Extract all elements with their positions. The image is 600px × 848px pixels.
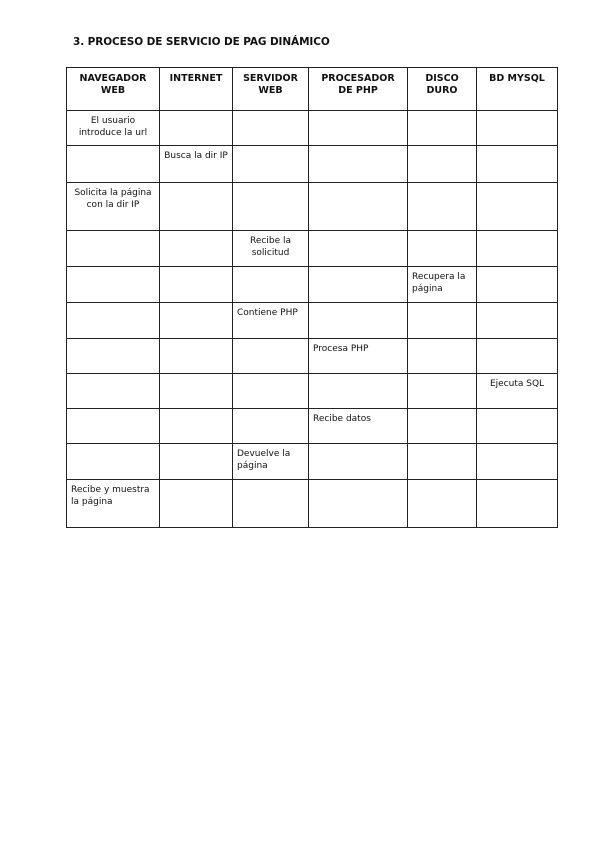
table-cell xyxy=(67,231,160,267)
table-row xyxy=(67,267,558,303)
table-cell xyxy=(477,183,558,231)
table-cell xyxy=(477,267,558,303)
table-cell xyxy=(309,374,408,409)
table-cell xyxy=(233,339,309,374)
table-cell xyxy=(408,303,477,339)
table-cell xyxy=(477,444,558,480)
table-cell: Recibe datos xyxy=(309,409,408,444)
table-cell xyxy=(160,480,233,528)
table-cell xyxy=(67,267,160,303)
table-cell xyxy=(309,480,408,528)
table-row xyxy=(67,183,558,231)
table-cell xyxy=(309,183,408,231)
table-cell xyxy=(160,267,233,303)
table-cell xyxy=(309,111,408,146)
table-cell xyxy=(67,146,160,183)
column-header-internet: INTERNET xyxy=(160,68,233,111)
table-cell xyxy=(67,339,160,374)
table-cell xyxy=(408,111,477,146)
table-row xyxy=(67,146,558,183)
table-cell xyxy=(233,480,309,528)
table-cell xyxy=(67,303,160,339)
section-title: 3. PROCESO DE SERVICIO DE PAG DINÁMICO xyxy=(73,36,330,48)
table-cell: Busca la dir IP xyxy=(160,146,233,183)
column-header-navegador-web: NAVEGADOR WEB xyxy=(67,68,160,111)
column-header-procesador-php: PROCESADOR DE PHP xyxy=(309,68,408,111)
table-cell xyxy=(477,111,558,146)
table-cell xyxy=(160,409,233,444)
table-cell xyxy=(233,267,309,303)
table-cell xyxy=(309,231,408,267)
table-cell xyxy=(408,231,477,267)
table-cell xyxy=(160,183,233,231)
table-row xyxy=(67,339,558,374)
table-cell xyxy=(160,111,233,146)
table-cell xyxy=(477,231,558,267)
table-cell xyxy=(309,303,408,339)
table-cell: Contiene PHP xyxy=(233,303,309,339)
table-row xyxy=(67,444,558,480)
table-cell xyxy=(408,409,477,444)
table-cell xyxy=(408,183,477,231)
table-cell: El usuario introduce la url xyxy=(67,111,160,146)
column-header-disco-duro: DISCO DURO xyxy=(408,68,477,111)
table-cell: Recibe la solicitud xyxy=(233,231,309,267)
table-cell: Procesa PHP xyxy=(309,339,408,374)
table-cell xyxy=(160,339,233,374)
table-cell xyxy=(477,480,558,528)
table-cell xyxy=(233,183,309,231)
table-cell xyxy=(67,409,160,444)
table-cell xyxy=(67,444,160,480)
table-cell xyxy=(408,480,477,528)
column-header-bd-mysql: BD MYSQL xyxy=(477,68,558,111)
table-cell xyxy=(160,303,233,339)
column-header-servidor-web: SERVIDOR WEB xyxy=(233,68,309,111)
table-cell xyxy=(160,231,233,267)
table-cell: Devuelve la página xyxy=(233,444,309,480)
table-cell xyxy=(309,146,408,183)
table-cell xyxy=(233,146,309,183)
table-row xyxy=(67,374,558,409)
table-cell xyxy=(477,339,558,374)
table-cell xyxy=(233,374,309,409)
header-row xyxy=(67,68,558,111)
table-cell xyxy=(477,303,558,339)
table-row xyxy=(67,231,558,267)
table-cell: Recibe y muestra la página xyxy=(67,480,160,528)
table-cell xyxy=(408,374,477,409)
table-cell xyxy=(233,111,309,146)
process-table xyxy=(66,67,558,528)
table-cell xyxy=(408,146,477,183)
table-cell: Recupera la página xyxy=(408,267,477,303)
table-cell: Solicita la página con la dir IP xyxy=(67,183,160,231)
table-cell xyxy=(477,146,558,183)
table-cell xyxy=(160,444,233,480)
table-cell xyxy=(408,339,477,374)
table-cell xyxy=(160,374,233,409)
table-cell xyxy=(233,409,309,444)
table-cell xyxy=(67,374,160,409)
table-row xyxy=(67,409,558,444)
table-cell xyxy=(309,267,408,303)
table-cell xyxy=(408,444,477,480)
table-row xyxy=(67,480,558,528)
table-cell xyxy=(477,409,558,444)
table-cell xyxy=(309,444,408,480)
table-row xyxy=(67,303,558,339)
table-cell: Ejecuta SQL xyxy=(477,374,558,409)
table-row xyxy=(67,111,558,146)
